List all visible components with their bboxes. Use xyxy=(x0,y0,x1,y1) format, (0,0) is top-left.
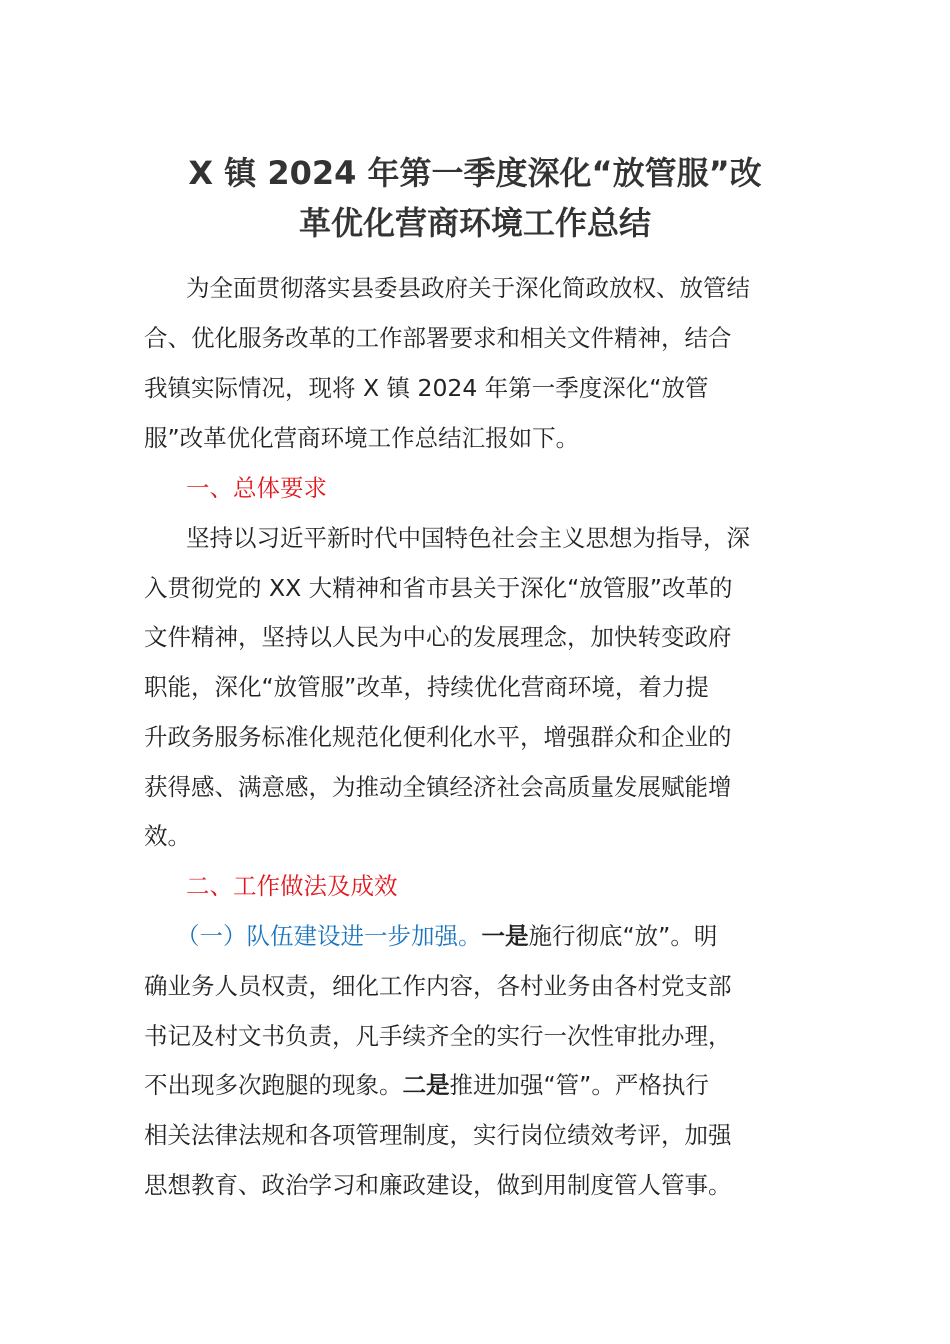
section-2-heading: 二、工作做法及成效 xyxy=(186,872,398,900)
point-1-text: 施行彻底“放”。明 xyxy=(528,922,718,950)
section-1-line-7: 效。 xyxy=(144,822,191,850)
section-1-line-5: 升政务服务标准化规范化便利化水平，增强群众和企业的 xyxy=(144,723,732,751)
point-1-lead: 一是 xyxy=(481,922,529,950)
section-2-line-6: 思想教育、政治学习和廉政建设，做到用制度管人管事。 xyxy=(144,1171,732,1199)
point-1-end-text: 不出现多次跑腿的现象。 xyxy=(144,1071,403,1099)
section-2-line-2: 确业务人员权责，细化工作内容，各村业务由各村党支部 xyxy=(144,972,732,1000)
section-1-line-3: 文件精神，坚持以人民为中心的发展理念，加快转变政府 xyxy=(144,623,732,651)
section-1-line-6: 获得感、满意感，为推动全镇经济社会高质量发展赋能增 xyxy=(144,773,732,801)
document-title-line-1: X 镇 2024 年第一季度深化“放管服”改 xyxy=(188,154,762,192)
section-2-sub-1-first-line xyxy=(176,916,856,956)
subsection-1-heading: （一）队伍建设进一步加强。 xyxy=(176,922,482,950)
section-2-line-4 xyxy=(144,1065,824,1105)
intro-line-3: 我镇实际情况，现将 X 镇 2024 年第一季度深化“放管 xyxy=(144,374,709,402)
point-2-lead: 二是 xyxy=(402,1071,450,1099)
intro-line-4: 服”改革优化营商环境工作总结汇报如下。 xyxy=(144,424,580,452)
section-1-line-4: 职能，深化“放管服”改革，持续优化营商环境，着力提 xyxy=(144,673,709,701)
document-title-line-2: 革优化营商环境工作总结 xyxy=(298,204,651,242)
section-2-line-3: 书记及村文书负责，凡手续齐全的实行一次性审批办理， xyxy=(144,1022,732,1050)
intro-line-2: 合、优化服务改革的工作部署要求和相关文件精神，结合 xyxy=(144,324,732,352)
point-2-text: 推进加强“管”。严格执行 xyxy=(449,1071,709,1099)
section-1-heading: 一、总体要求 xyxy=(186,474,327,502)
section-1-line-2: 入贯彻党的 XX 大精神和省市县关于深化“放管服”改革的 xyxy=(144,574,733,602)
section-2-line-5: 相关法律法规和各项管理制度，实行岗位绩效考评，加强 xyxy=(144,1121,732,1149)
section-1-line-1: 坚持以习近平新时代中国特色社会主义思想为指导，深 xyxy=(186,524,750,552)
intro-line-1: 为全面贯彻落实县委县政府关于深化简政放权、放管结 xyxy=(186,274,750,302)
